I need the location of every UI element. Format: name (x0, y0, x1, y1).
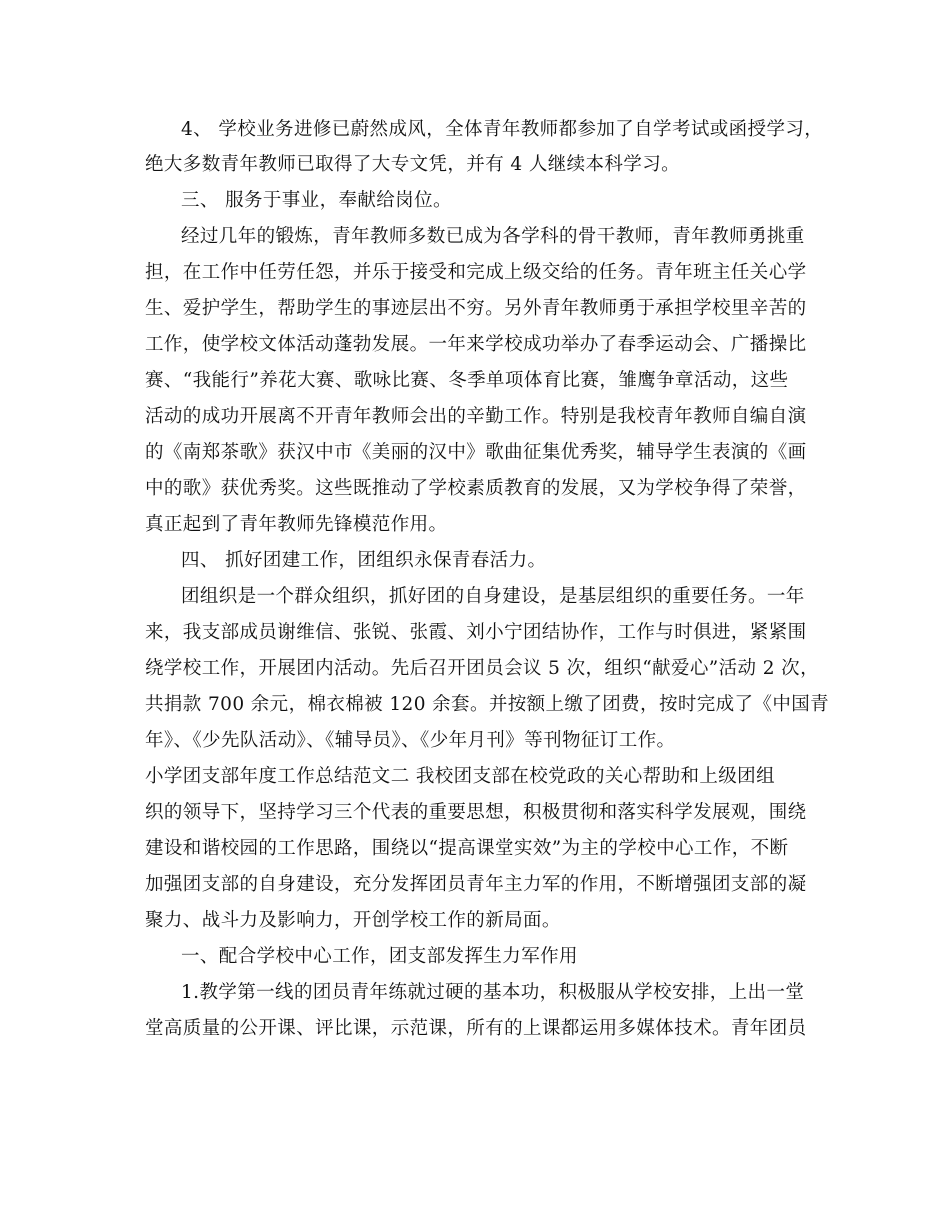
text-line: 年》、《少先队活动》、《辅导员》、《少年月刊》等刊物征订工作。 (145, 730, 676, 751)
text-line: 堂高质量的公开课、评比课，示范课，所有的上课都运用多媒体技术。青年团员 (145, 1018, 807, 1039)
section-heading: 三、 服务于事业，奉献给岗位。 (181, 190, 452, 211)
text-line: 聚力、战斗力及影响力，开创学校工作的新局面。 (145, 910, 561, 931)
text-line: 小学团支部年度工作总结范文二 我校团支部在校党政的关心帮助和上级团组 (145, 766, 775, 787)
text-line: 的《南郑茶歌》获汉中市《美丽的汉中》歌曲征集优秀奖，辅导学生表演的《画 (145, 442, 807, 463)
text-line: 团组织是一个群众组织，抓好团的自身建设，是基层组织的重要任务。一年 (181, 586, 805, 607)
text-line: 生、爱护学生，帮助学生的事迹层出不穷。另外青年教师勇于承担学校里辛苦的 (145, 298, 807, 319)
text-line: 绝大多数青年教师已取得了大专文凭，并有 4 人继续本科学习。 (145, 154, 681, 175)
section-heading: 一、配合学校中心工作，团支部发挥生力军作用 (181, 946, 578, 967)
text-line: 担，在工作中任劳任怨，并乐于接受和完成上级交给的任务。青年班主任关心学 (145, 262, 807, 283)
text-line: 真正起到了青年教师先锋模范作用。 (145, 514, 448, 535)
text-line: 来，我支部成员谢维信、张锐、张霞、刘小宁团结协作，工作与时俱进，紧紧围 (145, 622, 807, 643)
text-line: 4、 学校业务进修已蔚然成风，全体青年教师都参加了自学考试或函授学习， (181, 119, 824, 140)
text-line: 经过几年的锻炼，青年教师多数已成为各学科的骨干教师，青年教师勇挑重 (181, 226, 805, 247)
section-heading: 四、 抓好团建工作，团组织永保青春活力。 (181, 550, 547, 571)
text-line: 共捐款 700 余元，棉衣棉被 120 余套。并按额上缴了团费，按时完成了《中国青 (145, 694, 830, 715)
text-line: 绕学校工作，开展团内活动。先后召开团员会议 5 次，组织“献爱心”活动 2 次， (145, 658, 819, 679)
text-line: 活动的成功开展离不开青年教师会出的辛勤工作。特别是我校青年教师自编自演 (145, 406, 807, 427)
text-line: 赛、“我能行”养花大赛、歌咏比赛、冬季单项体育比赛，雏鹰争章活动，这些 (145, 370, 789, 391)
text-line: 建设和谐校园的工作思路，围绕以“提高课堂实效”为主的学校中心工作，不断 (145, 838, 789, 859)
text-line: 加强团支部的自身建设，充分发挥团员青年主力军的作用，不断增强团支部的凝 (145, 874, 807, 895)
text-line: 1.教学第一线的团员青年练就过硬的基本功，积极服从学校安排，上出一堂 (181, 982, 805, 1003)
text-line: 工作，使学校文体活动蓬勃发展。一年来学校成功举办了春季运动会、广播操比 (145, 334, 807, 355)
text-line: 中的歌》获优秀奖。这些既推动了学校素质教育的发展，又为学校争得了荣誉， (145, 478, 807, 499)
text-line: 织的领导下，坚持学习三个代表的重要思想，积极贯彻和落实科学发展观，围绕 (145, 802, 807, 823)
